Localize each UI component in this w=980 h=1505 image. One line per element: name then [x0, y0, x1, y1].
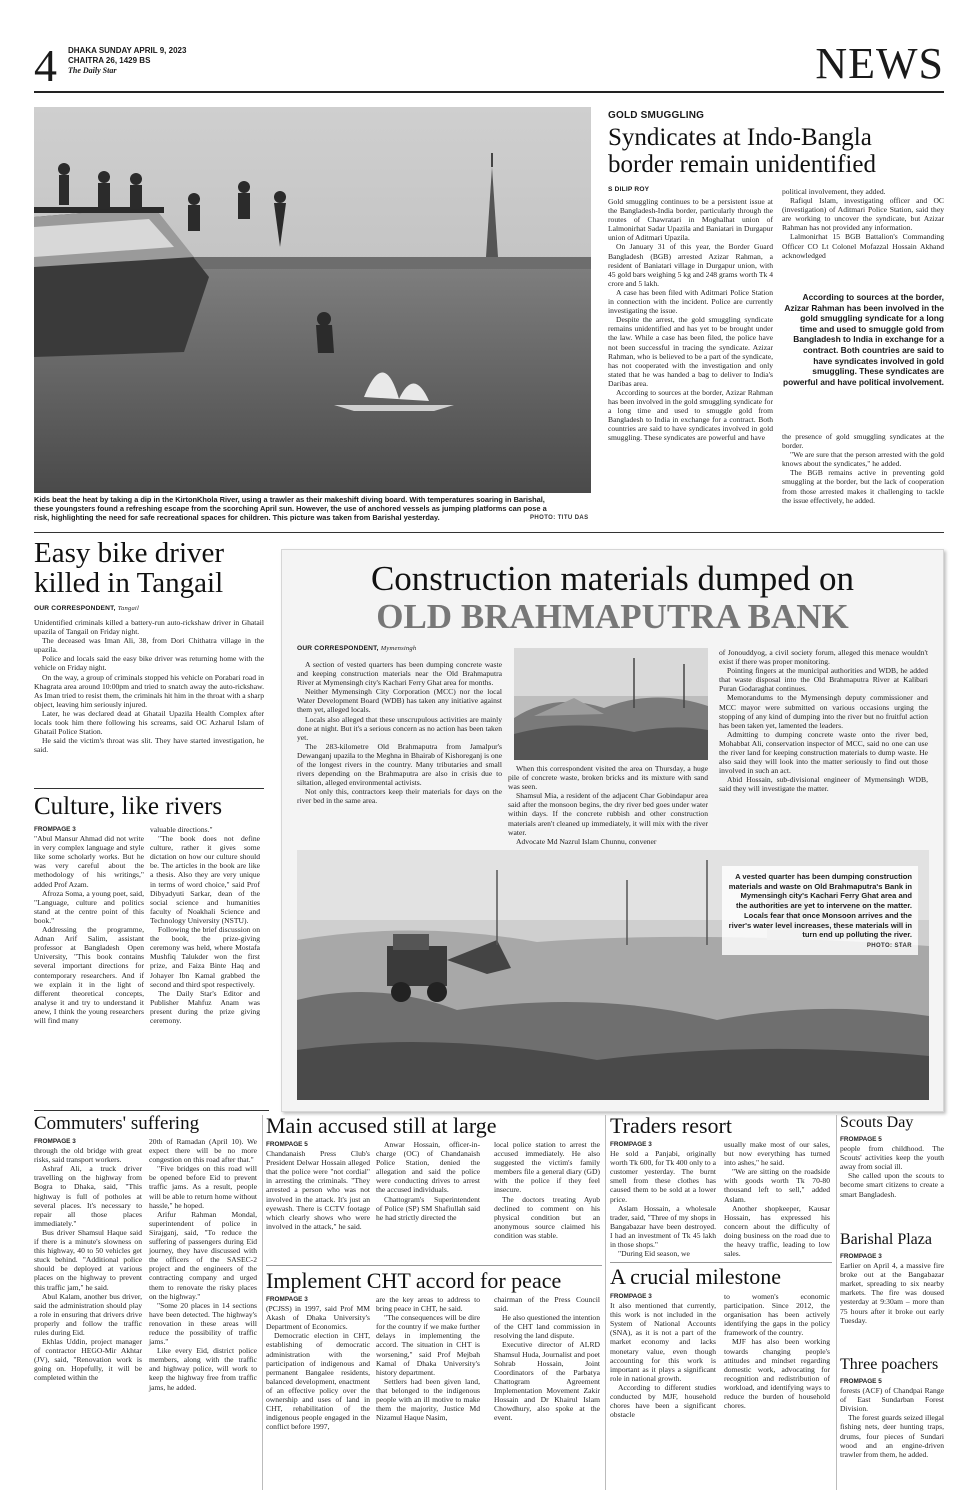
traders-col2-p3: Another shopkeeper, Kausar Hossain, has expressed his concern about the difficulty of doing business on the road due to the heavy traffic, leading to low sales.: [724, 1203, 830, 1259]
milestone-col2-p1: to women's economic participation. Since 2012, the organisation has been actively identifying the gaps in the policy framework of the country.: [724, 1292, 830, 1338]
culture-col2: [150, 825, 260, 1025]
commuters-col2-p3: Arifur Rahman Mondal, superintendent of police in Sirajganj, said, "To reduce the suffering of passengers during Eid journey, they have discussed with the officers of the SASEC-2 project and the engineers of the contracting company and urged them to renovate the risky places on the highway.": [149, 1209, 257, 1301]
traders-col2-p2: "We are sitting on the roadside with goods worth Tk 70-80 thousand left to sell," added Aslam.: [724, 1167, 830, 1204]
gold-col1-p4: Despite the arrest, the gold smuggling syndicate remains unidentified and has yet to be brought under the law. While a case has been filed, the police have not been successful in tracing the syndicate. Azizar Rahman, who is believed to be a part of the syndicate, has not cooperated with the investigation and only stated that he was handed a bag to deliver to India's Daribas area.: [608, 315, 773, 388]
gold-byline: S DILIP ROY: [608, 186, 650, 193]
culture-headline: Culture, like rivers: [34, 793, 223, 820]
accused-col3-p2: The doctors treating Ayub declined to comment on his physical condition but an anonymous source claimed his condition was stable.: [494, 1194, 600, 1240]
bike-headline-line1: Easy bike driver: [34, 537, 225, 569]
date-line: [68, 46, 186, 76]
commuters-col1: [34, 1137, 142, 1383]
milestone-col1-p2: According to different studies conducted by MJF, household chores have been a significant obstacle: [610, 1382, 716, 1420]
accused-col2-p1: Anwar Hossain, officer-in-charge (OC) of Chandanaish Police Station, denied the allegation and said the police were conducting drives to arrest the accused individuals.: [376, 1140, 480, 1195]
masthead-rule: [34, 91, 944, 93]
gold-col1-p2: On January 31 of this year, the Border Guard Bangladesh (BGB) arrested Azizar Rahman, a resident of Baniatari village in Durgapur union, with 45 gold bars weighing 5 kg and 248 grams worth Tk 4 crore and 5 lakh.: [608, 242, 774, 288]
divider-v3: [836, 1115, 837, 1490]
construction-col1-p2: Neither Mymensingh City Corporation (MCC) nor the local Water Development Board (WDB) has taken any initiative against them yet, alleged locals.: [297, 687, 502, 715]
bike-p3: Police and locals said the easy bike driver was returning home with the vehicle on Friday night.: [34, 654, 264, 673]
commuters-col1-p5: Ekhlas Uddin, project manager of contractor HEGO-Mir Akhtar (JV), said, "Renovation work is going on. Hopefully, it will be completed within the: [34, 1337, 142, 1383]
gold-col2-top: [782, 187, 944, 260]
commuters-col2-p4: "Some 20 places in 14 sections have been detected. The highway's renovation in these areas will reduce the possibility of traffic jams.": [149, 1300, 257, 1347]
culture-col2-p4: The Daily Star's Editor and Publisher Mahfuz Anam was present during the prize giving ceremony.: [150, 988, 260, 1025]
cht-headline: Implement CHT accord for peace: [266, 1268, 562, 1293]
gold-col1-p3: A case has been filed with Aditmari Police Station in connection with the incident. Police are currently investigating the issue.: [608, 287, 773, 316]
commuters-headline: Commuters' suffering: [34, 1113, 200, 1134]
construction-col1-p3: Locals also alleged that these unscrupulous activities are mainly done at night. But it's a serious concern as no action has been taken yet.: [297, 714, 502, 742]
poachers-headline: Three poachers: [840, 1356, 939, 1373]
milestone-frompage: FROMPAGE 3: [610, 1293, 652, 1300]
barishal-frompage: FROMPAGE 3: [840, 1253, 882, 1260]
river-photo-credit: PHOTO: TITU DAS: [530, 515, 589, 521]
commuters-col2-p1: 20th of Ramadan (April 10). We expect there will be no more congestion on this road after that.": [149, 1137, 257, 1165]
divider-lower: [34, 1110, 269, 1111]
river-photo-caption: Kids beat the heat by taking a dip in the KirtonKhola River, using a trawler as their makeshift diving board. With temperatures soaring in Barishal, these youngsters found a refreshing escape from the scorching April sun. However, the use of anchored vessels as jumping platforms can pose a risk, highlighting the need for safe recreational spaces for children. This picture was taken from Barishal yesterday.: [34, 495, 547, 523]
commuters-frompage: FROMPAGE 3: [34, 1138, 76, 1145]
divider-accused-cht: [266, 1265, 602, 1266]
culture-col2-p3: Following the brief discussion on the book, the prize-giving ceremony was held, where Mostafa Mushfiq Talukder won the first prize, and Faiza Binte Haq and Johayer Ibn Kamal grabbed the second and third spot respectively.: [150, 925, 260, 989]
gold-col2-bottom: [782, 432, 944, 505]
construction-col3-p3: Memorandums to the Mymensingh deputy commissioner and MCC mayor were submitted on various occasions urging the stopping of any kind of dumping into the river but no fruitful action has been taken yet, lamented the leaders.: [719, 693, 928, 730]
construction-byline: [297, 645, 416, 652]
construction-caption-box: [722, 866, 918, 955]
construction-col3: [719, 648, 928, 794]
culture-col1-p3: Addressing the programme, Adnan Arif Salim, assistant professor at Bangladesh Open University, "This book contains several important directions for contemporary researchers. And if we explain it in the light of different theoretical concepts, analyse it and try to understand it anew, I think the young researchers will find many: [34, 925, 144, 1025]
commuters-col2: [149, 1137, 257, 1392]
accused-col2: [376, 1140, 480, 1222]
bike-p5: Later, he was declared dead at Ghatail Upazila Health Complex after locals took him there following his screams, said OC Azharul Islam of Ghatail Police Station.: [34, 708, 264, 737]
poachers-body: [840, 1377, 944, 1459]
bike-p1: Unidentified criminals killed a battery-run auto-rickshaw driver in Ghatail upazila of Tangail on Friday night.: [34, 618, 264, 637]
gold-headline-line2: border remain unidentified: [608, 151, 876, 178]
culture-col1-p1: "Abul Mansur Ahmad did not write in very complex language and style like some scholarly works. But he was very careful about the methodology of his writings," added Prof Azam.: [34, 834, 144, 889]
construction-col2: [508, 764, 708, 846]
scouts-frompage: FROMPAGE 5: [840, 1136, 882, 1143]
cht-col2-p2: "The consequences will be dire for the country if we make further delays in implementing the accord. The situation in CHT is worsening," said Prof Mejbah Kamal of Dhaka University's history department.: [376, 1313, 480, 1377]
divider-top-section: [34, 532, 944, 533]
milestone-col1: [610, 1292, 716, 1419]
section-title: NEWS: [815, 39, 944, 88]
accused-col2-p2: Chattogram's Superintendent of Police (SP) SM Shafiullah said he had strictly directed the: [376, 1194, 480, 1222]
traders-col1-p2: Aslam Hossain, a wholesale trader, said, "Three of my shops in Bangabazar have been destroyed. I had an investment of Tk 45 lakh in those shops.": [610, 1203, 716, 1250]
gold-col1-p1: Gold smuggling continues to be a persistent issue at the Bangladesh-India border, particularly through the routes of Chawratari in Moghalhat union of Lalmonirhat Sadar Upazila and Baniatari in Durgapur union of Aditmari Upazila.: [608, 197, 773, 243]
poachers-frompage: FROMPAGE 5: [840, 1378, 882, 1385]
commuters-col1-p1: through the old bridge with great risks, said transport workers.: [34, 1146, 142, 1165]
poachers-p1: forests (ACF) of Chandpai Range of East Sundarban Forest Division.: [840, 1386, 944, 1414]
scouts-p2: She called upon the scouts to become smart citizens to create a smart Bangladesh.: [840, 1171, 944, 1199]
construction-byline-place: Mymensingh: [380, 645, 417, 652]
gold-col1-p5: According to sources at the border, Azizar Rahman has been involved in the gold smuggling syndicate for a long time and used to smuggle gold from Bangladesh to India in exchange for a contract. Both countries are said to have syndicates involved in gold smuggling. These syndicates are powerful and have: [608, 387, 773, 443]
construction-headline-2: OLD BRAHMAPUTRA BANK: [376, 597, 849, 636]
traders-frompage: FROMPAGE 3: [610, 1141, 652, 1148]
scouts-headline: Scouts Day: [840, 1114, 914, 1131]
cht-col1-p1: (PCJSS) in 1997, said Prof MM Akash of Dhaka University's Department of Economics.: [266, 1304, 370, 1332]
milestone-col1-p1: It also mentioned that currently, this work is not included in the System of National Accounts (SNA), as it is not a part of the market economy and lacks monetary value, even though accounting for this work is important as it plays a significant role in national growth.: [610, 1301, 716, 1383]
cht-col3-p1: chairman of the Press Council said.: [494, 1295, 600, 1314]
river-photo-image: [34, 107, 591, 493]
gold-headline-line1: Syndicates at Indo-Bangla: [608, 124, 872, 151]
construction-small-photo: [514, 648, 708, 760]
gold-col2-p2: Rafiqul Islam, investigating officer and OC (investigation) of Aditmari Police Station, said they are working to uncover the syndicate, but Azizar Rahman has not provided any information.: [782, 196, 944, 233]
traders-headline: Traders resort: [610, 1113, 732, 1138]
construction-byline-text: OUR CORRESPONDENT,: [297, 645, 379, 652]
cht-frompage: FROMPAGE 3: [266, 1296, 308, 1303]
traders-col1: [610, 1140, 716, 1258]
bike-byline-place: Tangail: [117, 605, 140, 612]
barishal-body: [840, 1252, 944, 1325]
milestone-headline: A crucial milestone: [610, 1264, 782, 1289]
gold-col2-p6: The BGB remains active in preventing gold smuggling at the border, but the lack of cooperation from those arrested makes it challenging to tackle the issue effectively, he added.: [782, 468, 944, 505]
accused-headline: Main accused still at large: [266, 1113, 497, 1138]
gold-col2-p3: Lalmonirhat 15 BGB Battalion's Commanding Officer CO Lt Colonel Mofazzal Hossain Akhand acknowledged: [782, 232, 944, 260]
gold-col2-p4: the presence of gold smuggling syndicates at the border.: [782, 432, 944, 451]
divider-bike-culture: [34, 788, 264, 789]
construction-col2-p2: Shamsul Mia, a resident of the adjacent Char Gobindapur area said after the monsoon begins, the dry river bed goes under water within days. If the concrete rubbish and other construction materials aren't cleaned up immediately, it will mix with the river water.: [508, 791, 708, 837]
paper-name: The Daily Star: [68, 66, 117, 75]
gold-col2-p1: political involvement, they added.: [782, 187, 886, 196]
poachers-p2: The forest guards seized illegal fishing nets, deer hunting traps, drums, four pieces of Sundari wood and an engine-driven trawler from them, he added.: [840, 1413, 944, 1459]
date-gregorian: DHAKA SUNDAY APRIL 9, 2023: [68, 46, 187, 55]
construction-col3-p5: Abid Hossain, sub-divisional engineer of Mymensingh WDB, said they will investigate the matter.: [719, 775, 928, 794]
cht-col2-p1: are the key areas to address to bring peace in CHT, he said.: [376, 1295, 480, 1314]
accused-col1: [266, 1140, 370, 1231]
cht-col2-p3: Settlers had been given land, that belonged to the indigenous people with an ill motive to make them the majority, Justice Md Nizamul Haque Nasim,: [376, 1376, 480, 1423]
gold-pullquote: According to sources at the border, Azizar Rahman has been involved in the gold smuggling syndicate for a long time and used to smuggle gold from Bangladesh to India in exchange for a contract. Both countries are said to have syndicates involved in gold smuggling. These syndicates are powerful and have political involvement.: [782, 292, 944, 387]
bike-headline-line2: killed in Tangail: [34, 567, 224, 599]
cht-col2: [376, 1295, 480, 1422]
milestone-col2: [724, 1292, 830, 1410]
cht-col3-p3: Executive director of ALRD Shamsul Huda, Journalist and poet Sohrab Hossain, Joint Coordinators of the Parbatya Chattogram Agreement Implementation Movement Zakir Hossain and Dr Khairul Islam Chowdhury, also spoke at the event.: [494, 1340, 600, 1423]
construction-small-photo-image: [514, 648, 708, 760]
commuters-col1-p4: Abul Kalam, another bus driver, said the administration should play a role in ensuring that drivers drive properly and follow the traffic rules during Eid.: [34, 1291, 142, 1337]
commuters-col2-p2: "Five bridges on this road will be opened before Eid to prevent traffic jams. As a result, people will be able to return home without hassle," he hoped.: [149, 1164, 257, 1210]
construction-photo-caption: A vested quarter has been dumping construction materials and waste on Old Brahmaputra's Bank in Mymensingh city's Kachari Ferry Ghat area and the authorities are yet to intervene on the matter. Locals fear that once Monsoon arrives and the river's water level increases, these materials will in turn end up polluting the river.: [728, 872, 912, 940]
traders-col1-p3: "During Eid season, we: [618, 1249, 690, 1259]
scouts-p1: people from childhood. The Scouts' activities keep the youth away from social ill.: [840, 1144, 944, 1172]
accused-col1-p1: Chandanaish Press Club's President Delwar Hossain alleged that the police were "not cordial" in arresting the criminals. "They arrested a person who was not involved in the attack. It's just an eyewash. There is CCTV footage which clearly shows who were involved in the attack," he said.: [266, 1149, 370, 1231]
commuters-col1-p2: Ashraf Ali, a truck driver travelling on the highway from Bogra to Dhaka, said, "This highway is full of potholes at several places. It's necessary to repair all those places immediately.": [34, 1164, 142, 1228]
traders-col2: [724, 1140, 830, 1258]
divider-v2: [605, 1115, 606, 1490]
bike-byline: [34, 605, 139, 612]
cht-col1: [266, 1295, 370, 1431]
divider-traders-milestone: [610, 1262, 832, 1263]
construction-col3-p2: Pointing fingers at the municipal authorities and WDB, he added that waste disposal into the Old Brahmaputra River at Kalibari Puran Godaraghat continues.: [719, 666, 928, 694]
bike-p6: He said the victim's throat was slit. They have started investigation, he said.: [34, 736, 264, 755]
accused-col3: [494, 1140, 600, 1240]
gold-kicker: GOLD SMUGGLING: [608, 110, 705, 121]
traders-col1-p1: He sold a Panjabi, originally worth Tk 600, for Tk 400 only to a customer yesterday. The burnt smell from these clothes has caused them to be sold at a lower price.: [610, 1149, 716, 1204]
scouts-body: [840, 1135, 944, 1199]
commuters-col1-p3: Bus driver Shamsul Haque said if there is a minute's slowness on this highway, 40 to 50 vehicles get stuck behind. "Additional police should be deployed at various places on the highway to prevent this traffic jam," he said.: [34, 1227, 142, 1292]
cht-col3: [494, 1295, 600, 1422]
barishal-headline: Barishal Plaza: [840, 1231, 932, 1248]
cht-col1-p2: Democratic election in CHT, establishing of democratic administration with the participation of indigenous and permanent Bangalee residents, balanced development, enactment of an effective policy over the ownership and uses of land in CHT, rehabilitation of the indigenous people engaged in the conflict before 1997,: [266, 1331, 370, 1432]
date-bangla: CHAITRA 26, 1429 BS: [68, 56, 151, 65]
culture-frompage: FROMPAGE 3: [34, 826, 76, 833]
traders-col2-p1: usually make most of our sales, but now everything has turned into ashes," he said.: [724, 1140, 830, 1168]
gold-headline: [608, 124, 876, 178]
construction-photo-credit: PHOTO: STAR: [866, 942, 912, 949]
construction-col1-p5: Not only this, contractors keep their materials for days on the river bed in the same area.: [297, 787, 502, 806]
bike-headline: [34, 538, 224, 598]
milestone-col2-p2: MJF has also been working towards changing people's attitudes and mindset regarding domestic work, advocating for recognition and redistribution of workload, and identifying ways to reduce the burden of household chores.: [724, 1337, 830, 1411]
barishal-p1: Earlier on April 4, a massive fire broke out at the Bangabazar market, spreading to six nearby markets. The fire was doused yesterday at 9:30am – more than 75 hours after it broke out early Tuesday.: [840, 1261, 944, 1325]
bike-byline-text: OUR CORRESPONDENT,: [34, 605, 116, 612]
bike-p4: On the way, a group of criminals stopped his vehicle on Porabari road in Khagrata area around 10:00pm and tried to snatch away the auto-rickshaw. As Iman tried to resist them, the criminals hit him in the throat with a sharp object, leaving him seriously injured.: [34, 672, 264, 709]
culture-col1: [34, 825, 144, 1025]
gold-col1: [608, 197, 773, 443]
construction-col1-p4: The 283-kilometre Old Brahmaputra from Jamalpur's Dewanganj upazila to the Meghna in Bhairab of Kishoreganj is one of the longest rivers in the country. Many tributaries and small rivers depending on the Brahmaputra are also in crisis due to siltation, alleged environmental activists.: [297, 741, 502, 788]
construction-headline-1: Construction materials dumped on: [370, 559, 855, 598]
gold-col2-p5: "We are sure that the person arrested with the gold knows about the syndicates," he added.: [782, 450, 944, 469]
commuters-col2-p5: Like every Eid, district police members, along with the traffic and highway police, will work to keep the highway free from traffic jams, he added.: [149, 1346, 257, 1392]
culture-col2-p1: valuable directions.": [150, 825, 213, 834]
construction-col1-p1: A section of vested quarters has been dumping concrete waste and keeping construction materials near the Old Brahmaputra River at Mymensingh city's Kachari Ferry Ghat area for months.: [297, 660, 502, 688]
page-number: 4: [34, 40, 57, 91]
construction-col1: [297, 660, 502, 806]
river-photo: [34, 107, 591, 493]
construction-col3-p1: of Jonouddyog, a civil society forum, alleged this menace wouldn't exist if there was proper monitoring.: [719, 648, 928, 667]
bike-body: [34, 618, 264, 754]
cht-col3-p2: He also questioned the intention of the CHT land commission in resolving the land dispute.: [494, 1313, 600, 1341]
culture-col2-p2: "The book does not define culture, rather it gives some dictation on how our culture should be. The articles in the book are like a thesis. Also they are very unique in terms of word choice," said Prof Dibyadyuti Sarkar, dean of the social science and humanities faculty of Noakhali Science and Technology University (NSTU).: [150, 834, 260, 925]
construction-col3-p4: Admitting to dumping concrete waste onto the river bed, Mohabbat Ali, conservation inspector of MCC, said no one can use the river land for keeping construction materials to dump waste. He also said they will look into the matter seriously to find out those involved in such an act.: [719, 729, 928, 776]
culture-col1-p2: Afroza Soma, a young poet, said, "Language, culture and politics stand at the centre point of this book.": [34, 888, 144, 925]
accused-frompage: FROMPAGE 5: [266, 1141, 308, 1148]
divider-v1: [262, 1115, 263, 1490]
construction-col2-p3: Advocate Md Nazrul Islam Chunnu, convener: [516, 836, 657, 846]
construction-col2-p1: When this correspondent visited the area on Thursday, a huge pile of concrete waste, broken bricks and its mixture with sand was seen.: [508, 764, 708, 792]
bike-p2: The deceased was Iman Ali, 38, from Dori Chithatra village in the upazila.: [34, 636, 264, 655]
accused-col3-p1: local police station to arrest the accused immediately. He also suggested the victim's family members file a general diary (GD) with the police if they feel insecure.: [494, 1140, 600, 1195]
